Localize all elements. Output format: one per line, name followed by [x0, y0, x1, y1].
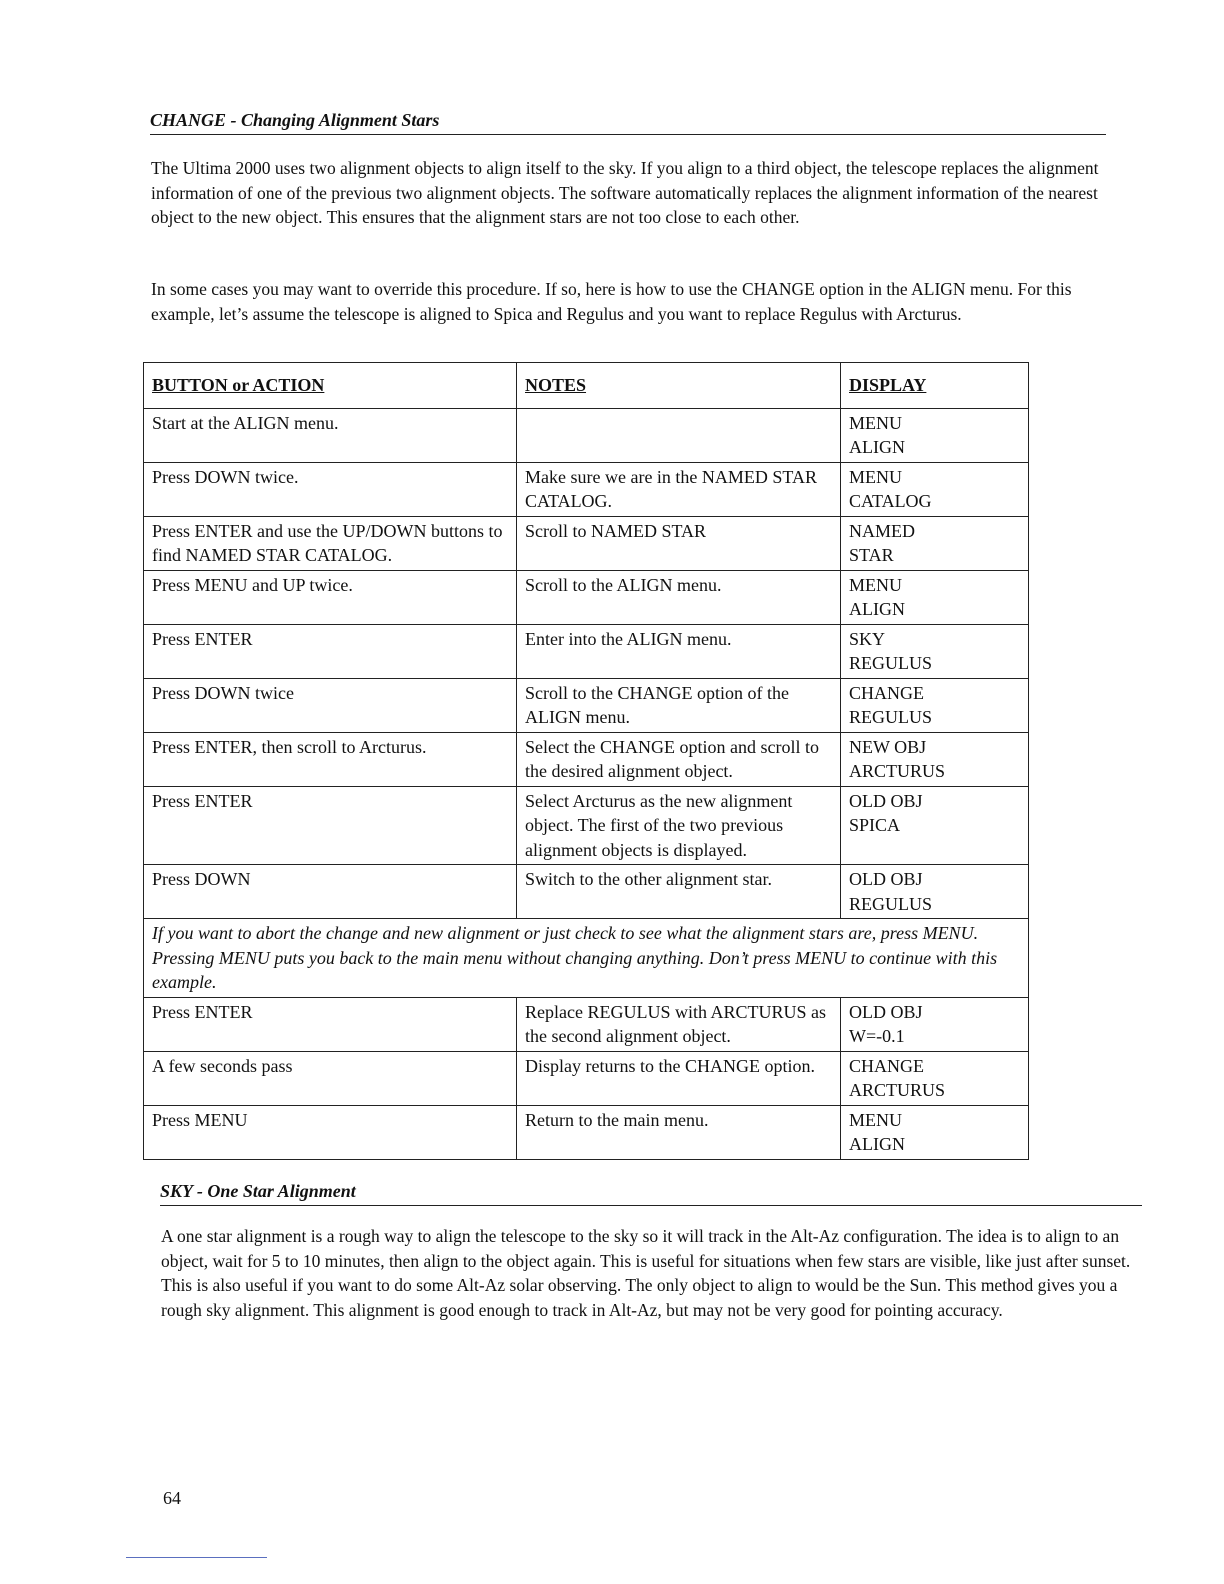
- action-cell: Press MENU and UP twice.: [144, 570, 517, 624]
- change-procedure-table: [143, 362, 1029, 1160]
- action-cell: Press ENTER and use the UP/DOWN buttons to find NAMED STAR CATALOG.: [144, 516, 517, 570]
- notes-cell: Return to the main menu.: [517, 1105, 841, 1159]
- table-row: [144, 408, 1029, 462]
- action-cell: Start at the ALIGN menu.: [144, 408, 517, 462]
- notes-cell: Scroll to the CHANGE option of the ALIGN menu.: [517, 678, 841, 732]
- header-display: DISPLAY: [841, 363, 1029, 409]
- display-cell: MENU ALIGN: [841, 408, 1029, 462]
- display-cell: MENU ALIGN: [841, 1105, 1029, 1159]
- action-cell: Press ENTER: [144, 786, 517, 865]
- action-cell: Press DOWN: [144, 865, 517, 919]
- display-cell: MENU ALIGN: [841, 570, 1029, 624]
- display-cell: OLD OBJ REGULUS: [841, 865, 1029, 919]
- header-notes: NOTES: [517, 363, 841, 409]
- notes-cell: Scroll to the ALIGN menu.: [517, 570, 841, 624]
- change-section-heading: CHANGE - Changing Alignment Stars: [150, 110, 1106, 135]
- sky-paragraph: A one star alignment is a rough way to align the telescope to the sky so it will track in the Alt-Az configuration. The idea is to align to an object, wait for 5 to 10 minutes, then align to the object again. This is useful for situations when few stars are visible, like just after sunset. This is also useful if you want to do some Alt-Az solar observing. The only object to align to would be the Sun. This method gives you a rough sky alignment. This alignment is good enough to track in Alt-Az, but may not be very good for pointing accuracy.: [161, 1226, 1131, 1320]
- override-paragraph: In some cases you may want to override this procedure. If so, here is how to use the CHANGE option in the ALIGN menu. For this example, let’s assume the telescope is aligned to Spica and Regulus and you want to replace Regulus with Arcturus.: [151, 279, 1072, 324]
- table-row: [144, 678, 1029, 732]
- table-row: [144, 1051, 1029, 1105]
- action-cell: Press DOWN twice: [144, 678, 517, 732]
- display-cell: MENU CATALOG: [841, 462, 1029, 516]
- notes-cell: Select Arcturus as the new alignment object. The first of the two previous alignment objects is displayed.: [517, 786, 841, 865]
- table-note-row: [144, 919, 1029, 998]
- action-cell: Press ENTER: [144, 624, 517, 678]
- table-row: [144, 732, 1029, 786]
- table-row: [144, 516, 1029, 570]
- notes-cell: Enter into the ALIGN menu.: [517, 624, 841, 678]
- intro-paragraph: The Ultima 2000 uses two alignment objects to align itself to the sky. If you align to a third object, the telescope replaces the alignment information of one of the previous two alignment objects. The software automatically replaces the alignment information of the nearest object to the new object. This ensures that the alignment stars are not too close to each other.: [151, 158, 1099, 227]
- table-row: [144, 624, 1029, 678]
- action-cell: Press DOWN twice.: [144, 462, 517, 516]
- table-row: [144, 570, 1029, 624]
- display-cell: NAMED STAR: [841, 516, 1029, 570]
- page-number: 64: [163, 1488, 181, 1508]
- header-button-action: BUTTON or ACTION: [144, 363, 517, 409]
- action-cell: A few seconds pass: [144, 1051, 517, 1105]
- notes-cell: [517, 408, 841, 462]
- table-row: [144, 1105, 1029, 1159]
- action-cell: Press ENTER, then scroll to Arcturus.: [144, 732, 517, 786]
- table-row: [144, 997, 1029, 1051]
- display-cell: CHANGE ARCTURUS: [841, 1051, 1029, 1105]
- notes-cell: Display returns to the CHANGE option.: [517, 1051, 841, 1105]
- notes-cell: Replace REGULUS with ARCTURUS as the second alignment object.: [517, 997, 841, 1051]
- table-header-row: [144, 363, 1029, 409]
- notes-cell: Scroll to NAMED STAR: [517, 516, 841, 570]
- notes-cell: Select the CHANGE option and scroll to the desired alignment object.: [517, 732, 841, 786]
- display-cell: NEW OBJ ARCTURUS: [841, 732, 1029, 786]
- notes-cell: Switch to the other alignment star.: [517, 865, 841, 919]
- action-cell: Press MENU: [144, 1105, 517, 1159]
- sky-section-heading: SKY - One Star Alignment: [160, 1181, 1142, 1206]
- action-cell: Press ENTER: [144, 997, 517, 1051]
- display-cell: CHANGE REGULUS: [841, 678, 1029, 732]
- table-row: [144, 462, 1029, 516]
- display-cell: OLD OBJ W=-0.1: [841, 997, 1029, 1051]
- display-cell: OLD OBJ SPICA: [841, 786, 1029, 865]
- notes-cell: Make sure we are in the NAMED STAR CATALOG.: [517, 462, 841, 516]
- abort-note: If you want to abort the change and new alignment or just check to see what the alignment stars are, press MENU. Pressing MENU puts you back to the main menu without changing anything. Don’t press MENU to continue with this example.: [144, 919, 1029, 998]
- table-row: [144, 786, 1029, 865]
- table-row: [144, 865, 1029, 919]
- footer-divider: [126, 1557, 267, 1558]
- display-cell: SKY REGULUS: [841, 624, 1029, 678]
